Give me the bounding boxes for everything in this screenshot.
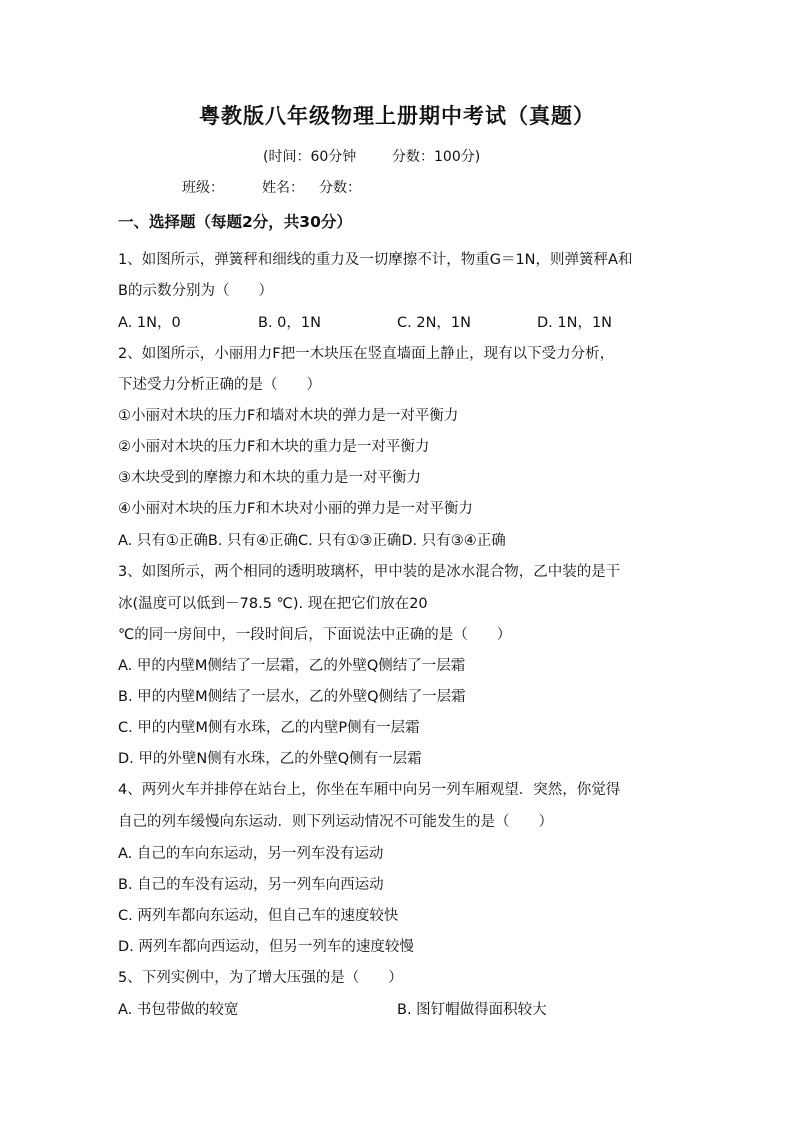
q4-option-c: C. 两列车都向东运动，但自己车的速度较快 bbox=[118, 908, 399, 924]
q4-option-b: B. 自己的车没有运动，另一列车向西运动 bbox=[118, 877, 384, 893]
q3-stem-line2: 冰(温度可以低到－78.5 ℃). 现在把它们放在20 bbox=[118, 596, 428, 612]
q3-stem-line3: ℃的同一房间中，一段时间后，下面说法中正确的是（ ） bbox=[118, 627, 512, 643]
q3-stem-line1: 3、如图所示，两个相同的透明玻璃杯，甲中装的是冰水混合物，乙中装的是干 bbox=[118, 564, 621, 580]
q2-item-4: ④小丽对木块的压力F和木块对小丽的弹力是一对平衡力 bbox=[118, 501, 473, 517]
q5-option-b: B. 图钉帽做得面积较大 bbox=[397, 1002, 547, 1018]
name-label: 姓名： bbox=[262, 180, 304, 196]
q3-option-c: C. 甲的内壁M侧有水珠，乙的内壁P侧有一层霜 bbox=[118, 720, 420, 736]
q3-option-a: A. 甲的内壁M侧结了一层霜，乙的外壁Q侧结了一层霜 bbox=[118, 658, 466, 674]
q4-stem-line2: 自己的列车缓慢向东运动．则下列运动情况不可能发生的是（ ） bbox=[118, 814, 553, 830]
q2-stem-line2: 下述受力分析正确的是（ ） bbox=[118, 377, 321, 393]
q5-option-a: A. 书包带做的较宽 bbox=[118, 1002, 239, 1018]
score-info: 分数：100分) bbox=[392, 149, 481, 165]
section-heading: 一、选择题（每题2分，共30分） bbox=[118, 213, 352, 231]
q2-item-1: ①小丽对木块的压力F和墙对木块的弹力是一对平衡力 bbox=[118, 408, 459, 424]
class-label: 班级： bbox=[182, 180, 224, 196]
q2-item-3: ③木块受到的摩擦力和木块的重力是一对平衡力 bbox=[118, 470, 421, 486]
q2-options: A. 只有①正确B. 只有④正确C. 只有①③正确D. 只有③④正确 bbox=[118, 533, 506, 549]
q5-stem: 5、下列实例中，为了增大压强的是（ ） bbox=[118, 970, 403, 986]
time-info: (时间：60分钟 bbox=[263, 149, 357, 165]
q4-option-a: A. 自己的车向东运动，另一列车没有运动 bbox=[118, 846, 384, 862]
q1-stem-line2: B的示数分别为（ ） bbox=[118, 283, 273, 299]
q1-option-a: A. 1N，0 bbox=[118, 315, 181, 331]
q3-option-b: B. 甲的内壁M侧结了一层水，乙的外壁Q侧结了一层霜 bbox=[118, 689, 466, 705]
q2-item-2: ②小丽对木块的压力F和木块的重力是一对平衡力 bbox=[118, 439, 430, 455]
q1-option-c: C. 2N，1N bbox=[397, 315, 471, 331]
q1-option-b: B. 0，1N bbox=[258, 315, 321, 331]
q2-stem-line1: 2、如图所示，小丽用力F把一木块压在竖直墙面上静止，现有以下受力分析， bbox=[118, 346, 615, 362]
q4-stem-line1: 4、两列火车并排停在站台上，你坐在车厢中向另一列车厢观望．突然，你觉得 bbox=[118, 782, 621, 798]
q4-option-d: D. 两列车都向西运动，但另一列车的速度较慢 bbox=[118, 939, 414, 955]
q3-option-d: D. 甲的外壁N侧有水珠，乙的外壁Q侧有一层霜 bbox=[118, 751, 422, 767]
q1-stem-line1: 1、如图所示，弹簧秤和细线的重力及一切摩擦不计，物重G＝1N，则弹簧秤A和 bbox=[118, 252, 633, 268]
score-label: 分数： bbox=[319, 180, 361, 196]
page-title: 粤教版八年级物理上册期中考试（真题） bbox=[199, 103, 595, 128]
q1-option-d: D. 1N，1N bbox=[537, 315, 613, 331]
